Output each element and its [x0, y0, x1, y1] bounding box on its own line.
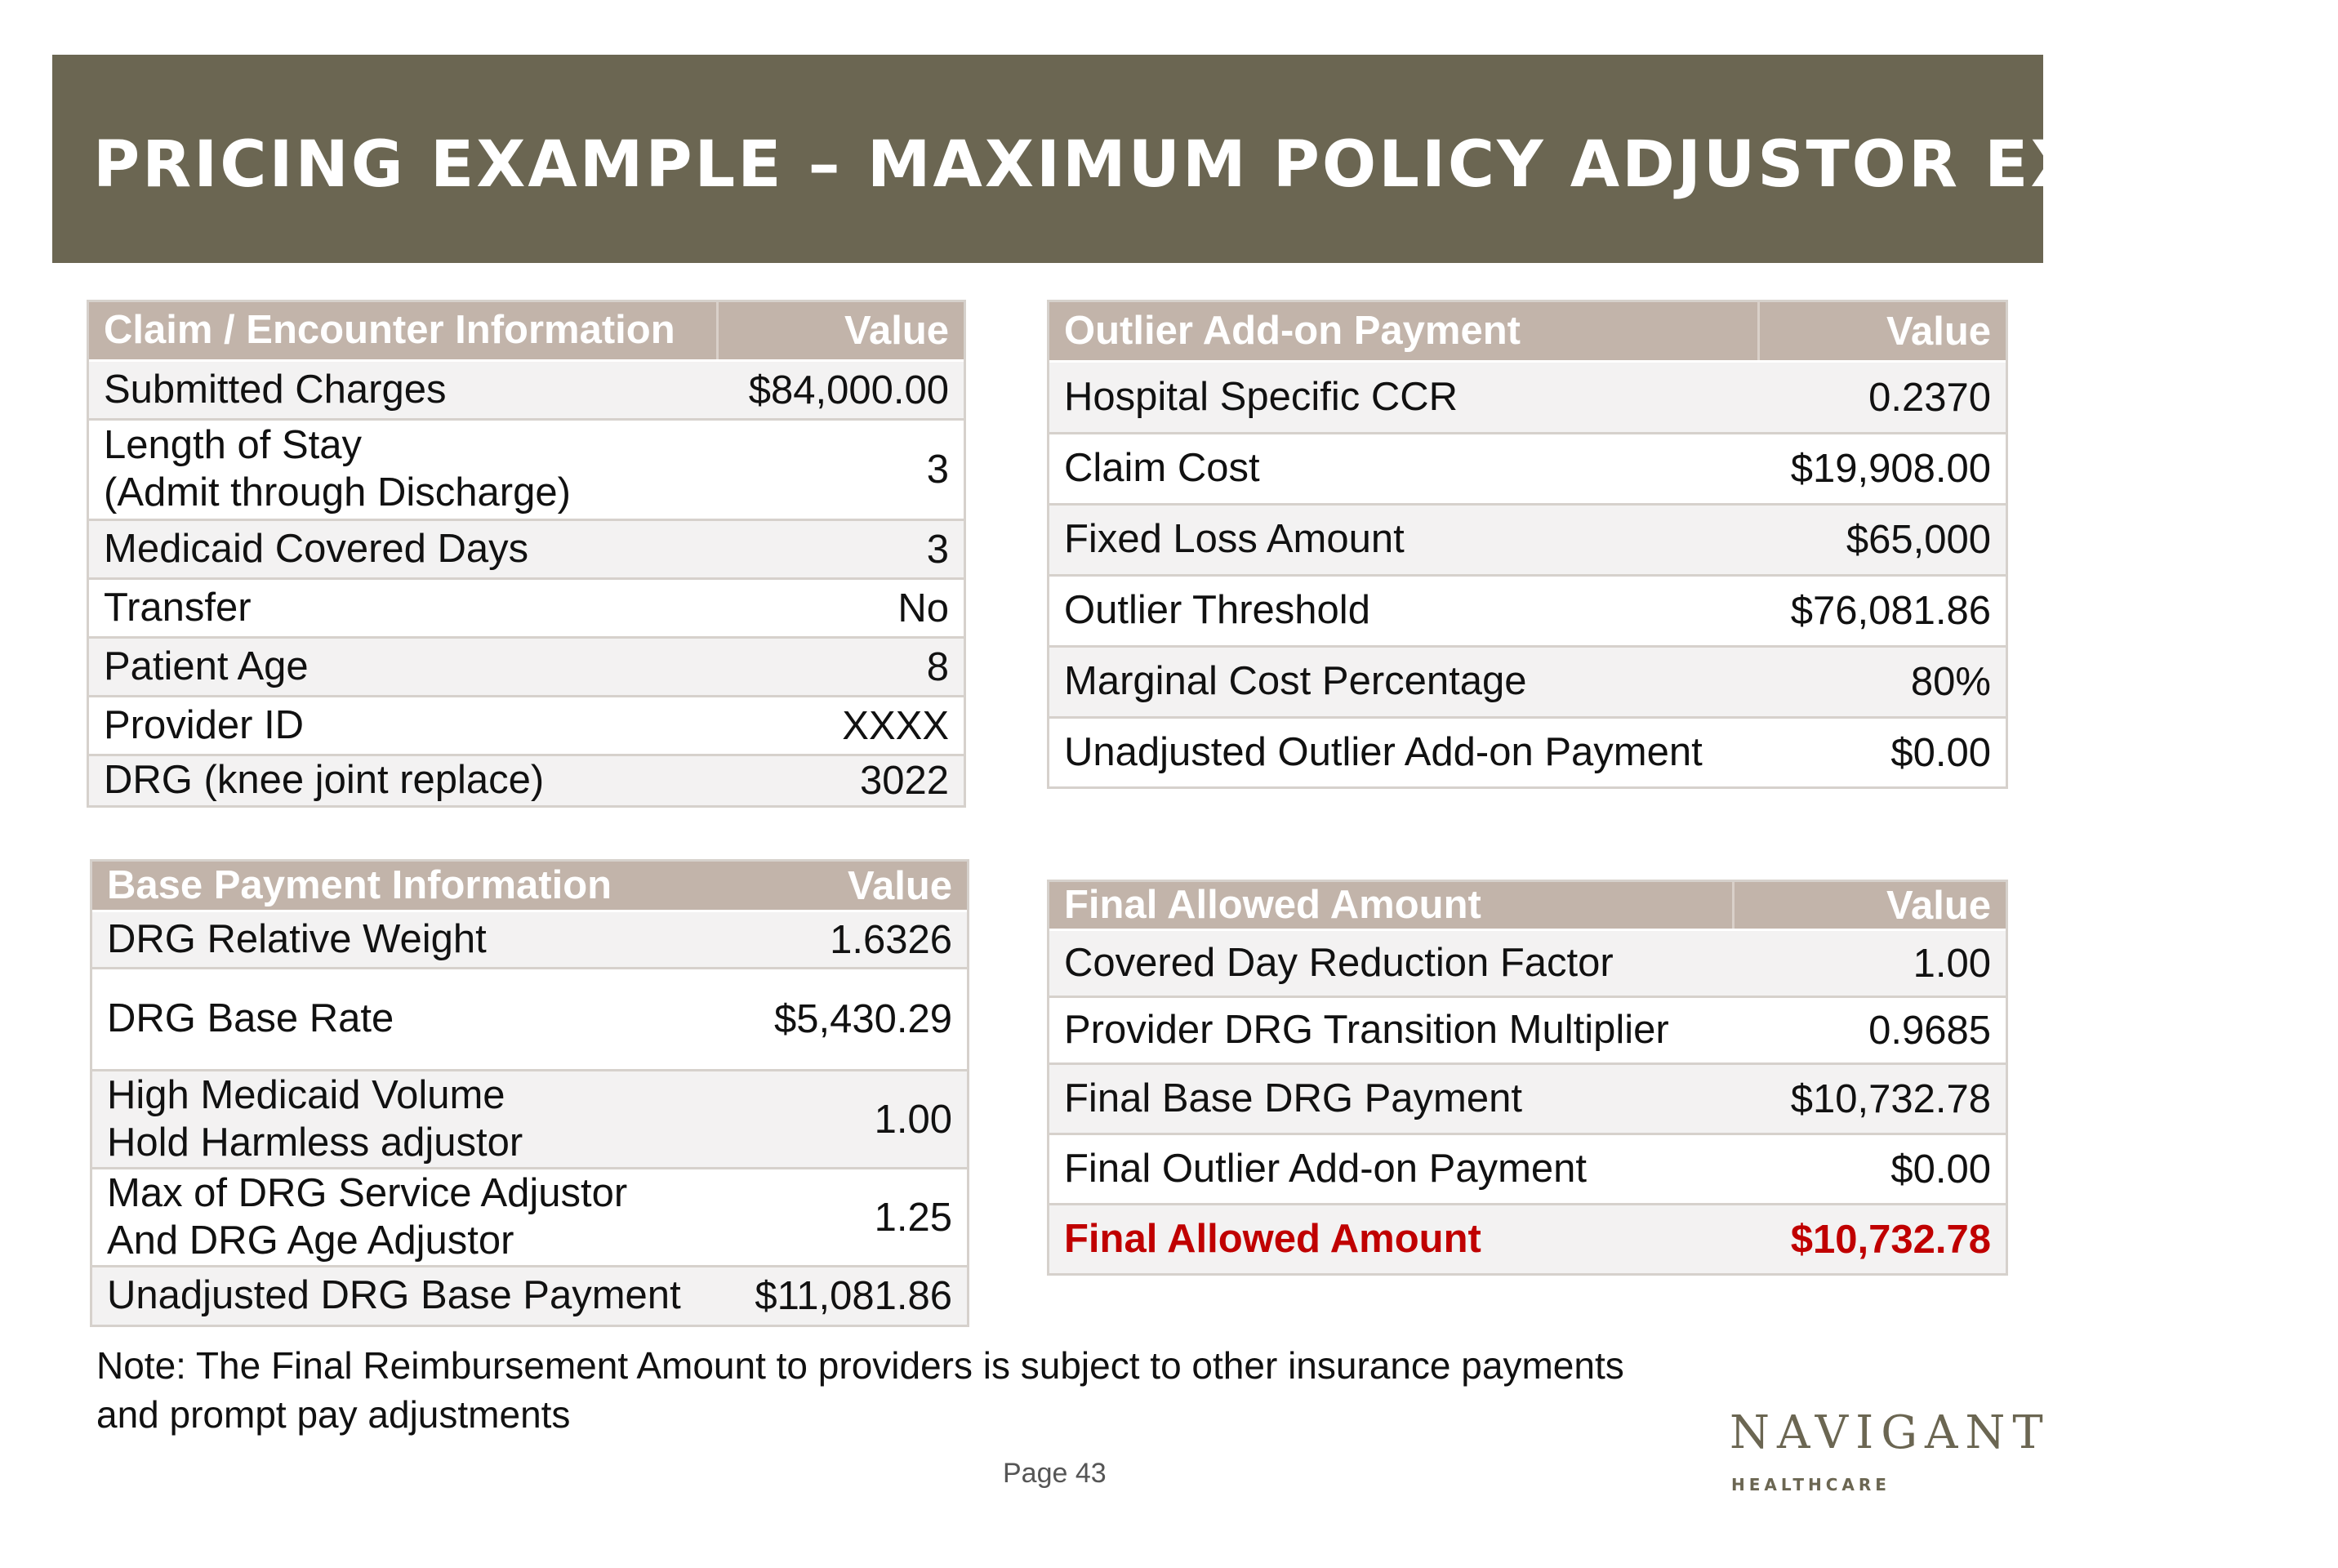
table-header — [89, 302, 964, 362]
row-value: No — [897, 586, 949, 630]
row-value: 3022 — [859, 759, 949, 803]
row-value: $0.00 — [1890, 730, 1991, 775]
row-label: Claim Cost — [1064, 446, 1260, 491]
row-value: $5,430.29 — [774, 997, 952, 1041]
table-row — [1049, 1065, 2006, 1135]
logo-wordmark: NAVIGANT — [1730, 1406, 2051, 1459]
row-label: Final Allowed Amount — [1064, 1216, 1481, 1261]
navigant-logo — [1730, 1406, 2051, 1496]
outlier-table — [1047, 300, 2008, 789]
row-label: Marginal Cost Percentage — [1064, 659, 1527, 704]
row-value: $10,732.78 — [1790, 1217, 1991, 1262]
row-label: Max of DRG Service Adjustor And DRG Age Adjustor — [107, 1170, 628, 1263]
row-value: $65,000 — [1846, 518, 1991, 562]
table-row — [1049, 506, 2006, 577]
header-divider — [716, 302, 719, 359]
table-row — [89, 421, 964, 521]
row-label: Submitted Charges — [104, 367, 447, 412]
header-divider — [1757, 302, 1760, 360]
header-label: Base Payment Information — [107, 862, 612, 907]
header-value: Value — [844, 309, 949, 353]
row-label: Final Base DRG Payment — [1064, 1076, 1522, 1120]
footnote — [96, 1341, 1624, 1439]
claim-encounter-table — [87, 300, 966, 808]
row-label: Outlier Threshold — [1064, 588, 1370, 633]
table-row — [1049, 363, 2006, 434]
row-value: 1.6326 — [830, 917, 952, 962]
row-value: $10,732.78 — [1790, 1076, 1991, 1121]
row-label: DRG (knee joint replace) — [104, 758, 545, 803]
table-header — [92, 862, 967, 912]
table-row — [1049, 577, 2006, 648]
row-label: Length of Stay (Admit through Discharge) — [104, 423, 571, 514]
table-row — [1049, 434, 2006, 506]
header-value: Value — [1886, 883, 1991, 928]
row-value: 1.00 — [1913, 941, 1991, 986]
header-divider — [1732, 882, 1735, 929]
base-payment-table — [90, 859, 969, 1327]
row-value: 1.00 — [874, 1097, 952, 1142]
header-label: Final Allowed Amount — [1064, 882, 1481, 927]
row-label: DRG Relative Weight — [107, 916, 487, 961]
header-value: Value — [1886, 309, 1991, 354]
row-label: Provider DRG Transition Multiplier — [1064, 1007, 1669, 1052]
row-value: 3 — [926, 527, 949, 572]
title-bar — [52, 55, 2338, 263]
table-row — [89, 521, 964, 580]
row-value: 0.9685 — [1868, 1008, 1991, 1053]
table-header — [1049, 882, 2006, 931]
row-value: 1.25 — [874, 1195, 952, 1240]
row-value: $11,081.86 — [755, 1274, 952, 1318]
header-label: Outlier Add-on Payment — [1064, 308, 1521, 353]
row-label: Unadjusted DRG Base Payment — [107, 1273, 681, 1318]
page-number: Page 43 — [1003, 1458, 1107, 1489]
row-value: 8 — [926, 644, 949, 689]
final-allowed-table — [1047, 880, 2008, 1276]
row-value: XXXX — [842, 703, 949, 748]
row-label: Covered Day Reduction Factor — [1064, 940, 1614, 985]
page-title: PRICING EXAMPLE – MAXIMUM POLICY ADJUSTOR EXAMPLE — [93, 128, 2338, 202]
header-value: Value — [847, 863, 952, 908]
table-row — [92, 1071, 967, 1169]
table-row — [92, 1267, 967, 1325]
row-label: Unadjusted Outlier Add-on Payment — [1064, 729, 1703, 774]
row-label: DRG Base Rate — [107, 996, 394, 1041]
header-label: Claim / Encounter Information — [104, 308, 675, 353]
row-label: Fixed Loss Amount — [1064, 517, 1405, 562]
table-row — [1049, 998, 2006, 1065]
table-row — [89, 362, 964, 421]
table-row — [1049, 931, 2006, 998]
row-value: $0.00 — [1890, 1147, 1991, 1192]
logo-subtitle: HEALTHCARE — [1731, 1475, 1890, 1494]
row-label: Transfer — [104, 585, 252, 630]
table-row — [89, 639, 964, 697]
table-row — [1049, 648, 2006, 719]
table-row — [89, 756, 964, 805]
table-row — [89, 580, 964, 639]
row-value: 80% — [1910, 660, 1991, 704]
row-value: $76,081.86 — [1790, 589, 1991, 633]
row-label: Hospital Specific CCR — [1064, 374, 1458, 419]
table-row — [1049, 1135, 2006, 1205]
table-header — [1049, 302, 2006, 363]
row-value: 0.2370 — [1868, 375, 1991, 420]
row-label: Provider ID — [104, 702, 305, 747]
table-row — [1049, 719, 2006, 786]
row-label: Medicaid Covered Days — [104, 526, 529, 571]
row-value: $84,000.00 — [748, 368, 949, 412]
table-row — [92, 1169, 967, 1267]
final-allowed-row — [1049, 1205, 2006, 1273]
table-row — [89, 697, 964, 756]
row-value: 3 — [926, 448, 949, 492]
row-value: $19,908.00 — [1790, 447, 1991, 491]
table-row — [92, 969, 967, 1071]
row-label: Final Outlier Add-on Payment — [1064, 1146, 1588, 1191]
table-row — [92, 912, 967, 969]
row-label: Patient Age — [104, 644, 309, 688]
footnote-line: and prompt pay adjustments — [96, 1393, 571, 1436]
row-label: High Medicaid Volume Hold Harmless adjustor — [107, 1072, 523, 1165]
footnote-line: Note: The Final Reimbursement Amount to providers is subject to other insurance payments — [96, 1344, 1624, 1387]
